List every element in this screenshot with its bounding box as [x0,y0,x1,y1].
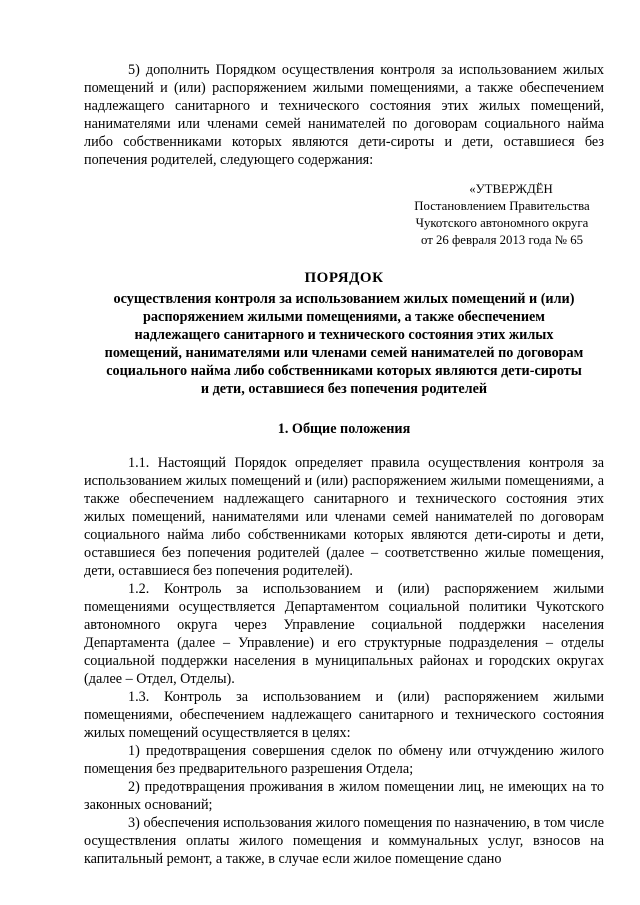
approval-line-2: Постановлением Правительства [414,199,590,213]
subtitle-line: осуществления контроля за использованием жилых помещений и (или) [113,291,575,307]
subtitle-line: социального найма либо собственниками которых являются дети-сироты [106,363,582,379]
document-title: ПОРЯДОК [304,270,384,286]
approval-line-3: Чукотского автономного округа [415,216,589,230]
list-item-1: 1) предотвращения совершения сделок по обмену или отчуждению жилого помещения без предварительного разрешения Отдела; [84,743,604,777]
intro-paragraph: 5) дополнить Порядком осуществления контроля за использованием жилых помещений и (или) распоряжением жилыми помещениями, а также обеспечением надлежащего санитарного и технического состояния этих жилых помещений, нанимателями или членами семей нанимателей по договорам социального найма либо собственниками которых являются дети-сироты и дети, оставшиеся без попечения родителей, следующего содержания: [84,62,604,168]
document-subtitle [84,290,604,398]
subtitle-line: и дети, оставшиеся без попечения родителей [200,381,488,397]
subtitle-line: надлежащего санитарного и технического состояния этих жилых [134,327,554,343]
approval-line-4: от 26 февраля 2013 года № 65 [420,233,584,247]
section-heading: 1. Общие положения [277,421,411,437]
list-item-2: 2) предотвращения проживания в жилом помещении лиц, не имеющих на то законных оснований; [84,779,604,813]
subtitle-line: распоряжением жилыми помещениями, а также обеспечением [143,309,545,325]
paragraph-1-2: 1.2. Контроль за использованием и (или) распоряжением жилыми помещениями осуществляется Департаментом социальной политики Чукотского автономного округа через Управление социальной поддержки населения Департамента (далее – Управление) и его структурные подразделения – отделы социальной поддержки населения в муниципальных районах и городских округах (далее – Отдел, Отделы). [84,581,604,687]
approval-line-1: «УТВЕРЖДЁН [469,182,553,196]
paragraph-1-3: 1.3. Контроль за использованием и (или) распоряжением жилыми помещениями, обеспечением надлежащего санитарного и технического состояния жилых помещений осуществляется в целях: [84,689,604,741]
paragraph-1-1: 1.1. Настоящий Порядок определяет правила осуществления контроля за использованием жилых помещений и (или) распоряжением жилыми помещениями, а также обеспечением надлежащего санитарного и технического состояния этих жилых помещений, нанимателями или членами семей нанимателей по договорам социального найма либо собственниками которых являются дети-сироты и дети, оставшиеся без попечения родителей (далее – соответственно жилые помещения, дети, оставшиеся без попечения родителей). [84,455,604,579]
approval-stamp [400,181,604,249]
list-item-3: 3) обеспечения использования жилого помещения по назначению, в том числе осуществления оплаты жилого помещения и коммунальных услуг, взносов на капитальный ремонт, а также, в случае если жилое помещение сдано [84,815,604,867]
subtitle-line: помещений, нанимателями или членами семей нанимателей по договорам [104,345,584,361]
